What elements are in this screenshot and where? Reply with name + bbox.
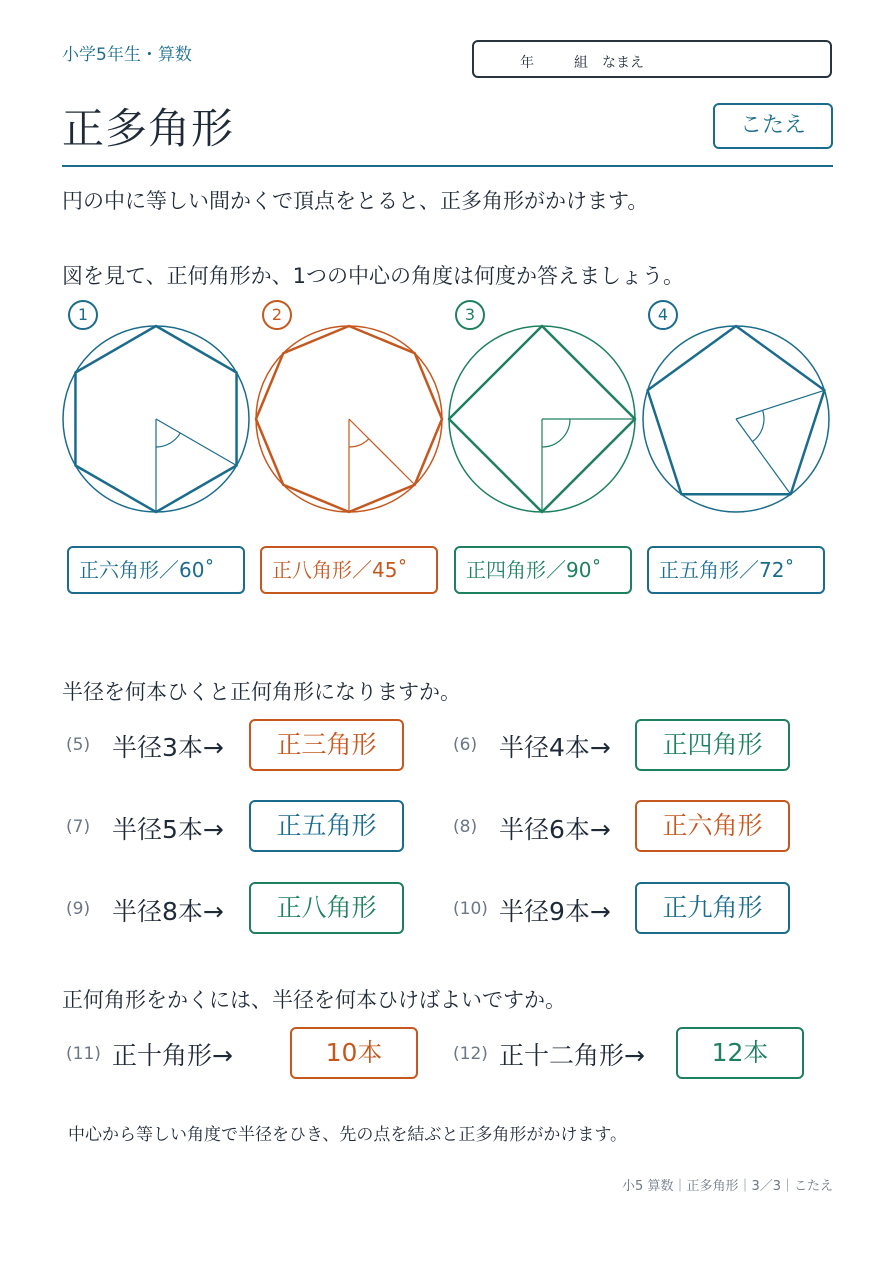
question-text-7: 半径5本→ [112,815,224,844]
answer-box-3: 正四角形／90˚ [454,546,632,594]
central-angle-arc [156,433,180,447]
summary-note: 中心から等しい角度で半径をひき、先の点を結ぶと正多角形がかけます。 [68,1125,627,1145]
year-label: 年 [520,55,534,71]
question-label-7: (7) [66,817,91,837]
section1-instruction: 図を見て、正何角形か、1つの中心の角度は何度か答えましょう。 [62,264,684,288]
answer-box-10: 正九角形 [635,882,790,934]
central-angle-arc [349,439,369,447]
question-label-11: (11) [66,1044,101,1064]
square-figure [447,324,637,514]
answer-badge: こたえ [713,103,833,149]
central-angle-arc [752,410,764,441]
question-text-12: 正十二角形→ [499,1041,645,1070]
octagon-figure [254,324,444,514]
question-label-5: (5) [66,735,91,755]
question-label-8: (8) [453,817,478,837]
pentagon-figure [641,324,831,514]
answer-box-5: 正三角形 [249,719,404,771]
answer-box-9: 正八角形 [249,882,404,934]
radius-line [736,390,824,419]
section2-instruction: 半径を何本ひくと正何角形になりますか。 [62,680,461,704]
question-label-10: (10) [453,899,488,919]
answer-box-4: 正五角形／72˚ [647,546,825,594]
figure-number-2: 2 [262,300,292,330]
polygon-outline [648,326,825,494]
answer-box-11: 10本 [290,1027,418,1079]
answer-box-12: 12本 [676,1027,804,1079]
section3-instruction: 正何角形をかくには、半径を何本ひけばよいですか。 [62,988,566,1012]
answer-box-6: 正四角形 [635,719,790,771]
intro-text: 円の中に等しい間かくで頂点をとると、正多角形がかけます。 [62,189,649,213]
figure-number-1: 1 [68,300,98,330]
question-text-6: 半径4本→ [499,733,611,762]
answer-box-2: 正八角形／45˚ [260,546,438,594]
name-field-box[interactable] [472,40,832,78]
central-angle-arc [542,419,570,447]
answer-box-8: 正六角形 [635,800,790,852]
radius-line [736,419,791,494]
figure-number-3: 3 [455,300,485,330]
question-label-12: (12) [453,1044,488,1064]
question-text-8: 半径6本→ [499,815,611,844]
radius-line [156,419,237,466]
hexagon-figure [61,324,251,514]
figure-number-4: 4 [648,300,678,330]
question-text-9: 半径8本→ [112,897,224,926]
grade-subject: 小学5年生・算数 [62,45,192,65]
question-label-6: (6) [453,735,478,755]
title-divider [62,165,833,167]
answer-box-1: 正六角形／60˚ [67,546,245,594]
radius-line [349,419,415,485]
page-footer: 小5 算数｜正多角形｜3／3｜こたえ [622,1179,833,1194]
class-label: 組 [574,55,588,71]
question-text-11: 正十角形→ [112,1041,233,1070]
answer-box-7: 正五角形 [249,800,404,852]
question-text-5: 半径3本→ [112,733,224,762]
page-title: 正多角形 [62,104,235,153]
question-label-9: (9) [66,899,91,919]
name-label: なまえ [602,55,644,71]
question-text-10: 半径9本→ [499,897,611,926]
